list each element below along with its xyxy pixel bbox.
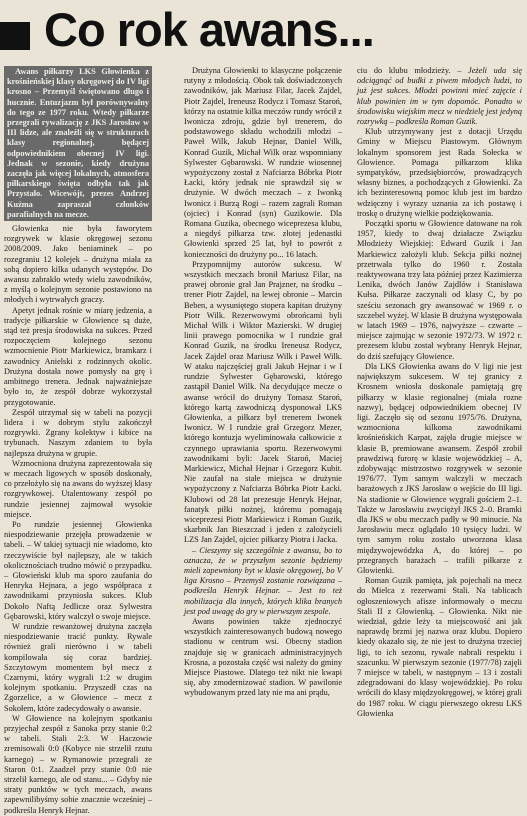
headline-bar-decoration: [0, 22, 30, 50]
paragraph: Apetyt jednak rośnie w miarę jedzenia, a tradycje piłkarskie w Głowience są duże, stąd też presja środowiska na sukces. Przed rozpoczęciem kolejnego sezonu wzmocnienie Piotr Markiewicz, bramkarz i zawodnicy Anielski z rodzinnych okolic. Drużyna dostała nowe pomysły na grę i ambitnego trenera. Jednak najważniejsze było to, że zespół dobrze wykorzystał przygotowanie.: [4, 305, 152, 407]
article-column-1: [4, 66, 152, 815]
quote-paragraph: – Jeżeli uda się odciągnąć od budki z piwem młodych ludzi, to już jest sukces. Młodzi powinni mieć zajęcie i klub powinien im w tym dopomóc. Ponadto w środowisku wiejskim mecz w niedzielę jest jedyną rozrywką – podkreśla Roman Guzik.: [357, 66, 523, 127]
paragraph: Głowienka nie była faworytem rozgrywek w klasie okręgowej sezonu 2008/2009. Jako beniaminek – po rozegraniu 12 kolejek – drużyna miała za sobą dopiero kilka udanych występów. Do awansu zabrakło wtedy wielu zawodników, z myślą o kolejnym sezonie postawiono na młodych i wytrwałych graczy.: [4, 224, 152, 305]
quote-paragraph: – Cieszymy się szczególnie z awansu, bo to oznacza, że w przyszłym sezonie będziemy mieli zapewniony byt w klasie okręgowej, bo V liga Krosno – Przemyśl zostanie rozwiązana – podkreśla Henryk Hejnar. – Jest to też mobilizacja dla innych, których klika branych jest pod uwagę do gry w pierwszym zespole.: [184, 545, 342, 616]
paragraph: Awans powinien także zjednoczyć wszystkich zainteresowanych budową nowego stadionu w centrum wsi. Obecny stadion znajduje się w granicach administracyjnych Krosna, a pozostała część wsi należy do gminy Miejsce Piastowe. Dlatego też nikt nie kwapi się, aby zmodernizować stadion. W pawilonie wybudowanym przed laty nie ma ani prądu,: [184, 616, 342, 698]
paragraph: Początki sportu w Głowience datowane na rok 1957, kiedy to dwaj działacze Związku Młodzieży Wiejskiej: Edward Guzik i Jan Markiewicz założyli klub. Sekcja piłki nożnej przetrwała tylko do 1960 r. Została reaktywowana trzy lata później przez Kazimierza Lenika, dwóch Janów Zajdlów i Stanisława Kułsa. Piłkarze zaczynali od klasy C, by po sześciu sezonach gry awansować w 1969 r. o szczebel wyżej. W klasie B drużyna występowała w latach 1969 – 1976, najwyższe – czwarte – miejsce zajmując w sezonie 1972/73. W 1972 r. prezesem klubu został wybrany Henryk Hejnar, do dziś szefujący Głowience.: [357, 219, 522, 361]
paragraph: Zespół utrzymał się w tabeli na pozycji lidera i w dobrym stylu zakończył rozgrywki. Zgrany kolektyw i kibice na trybunach. Naszym zdaniem to była najlepsza drużyna w grupie.: [4, 407, 152, 458]
paragraph-text: ciu do klubu młodzieży.: [357, 66, 451, 75]
article-column-2: [184, 66, 342, 734]
paragraph: [357, 66, 522, 127]
article-column-3: [357, 66, 522, 734]
paragraph: Dla LKS Głowienka awans do V ligi nie jest największym sukcesem. W tej granicy z Krosnem wniosła doskonale pamiętają grę piłkarzy w klasie regionalnej (miała rozne nazwy), będącej odpowiednikiem obecnej IV ligi. Zaczęło się od sezonu 1975/76. Drużyna, wzmocniona kilkoma zawodnikami krośnieńskich Karpat, zajęła drugie miejsce w klasie B, premiowane awansem. Zespół zrobił prawdziwą furorę w klasie wojewódzkiej – A, zdobywając mistrzostwo rozgrywek w sezonie 1976/77. Tym samym walczyli w meczach barażowych z JKS Jarosław o wejście do III ligi. Na stadionie w Głowience wygrali gościem 2–1. Także w Jarosławiu zwyciężył JKS 2–0. Bramki dla JKS w obu meczach padły w 90 minucie. Na Jarosławiu mecz oglądało 10 tysięcy ludzi. W tym samym roku zostało utworzona klasa międzywojewódzka A, do której – po przegranych barażach – trafili piłkarze z Głowienki.: [357, 361, 522, 575]
paragraph: Wzmocniona drużyna zaprezentowała się w meczach ligowych w sposób doskonały, co przełożyło się na awans do wyższej klasy rozgrywkowej. Utalentowany zespół po rundzie jesiennej zajmował wysokie miejsce.: [4, 458, 152, 519]
paragraph: Drużyna Głowienki to klasyczne połączenie rutyny z młodością. Obok tak doświadczonych zawodników, jak Mariusz Filar, Jacek Zajdel, Piotr Zajdel, Ireneusz Rodycz i Tomasz Staroń, którzy na ostatnie kilka meczów rundy wrócił z Iwonicza zdroju, gdzie był trenerem, do podstawowego składu wchodzili młodzi – Paweł Wilk, Jakub Hejnar, Daniel Wilk, Konrad Guzik, Michał Wilk oraz wspomniany Sylwester Gębarowski. W rundzie wiosennej wypożyczony został z Nafciarza Bóbrka Piotr Łacki, który jednak nie sprawdził się w drużynie. W dwóch meczach – z Iwonką Iwonicz i Burzą Rogi – razem zagrali Roman (ojciec) i Konrad (syn) Guzikowie. Dla Romana Guzika, obecnego wiceprezesa klubu, a niegdyś piłkarza tzw. złotej jedenastki Głowienki sprzed 25 lat, był to powrót z konieczności do drużyny po... 16 latach.: [184, 66, 342, 259]
paragraph: Po rundzie jesiennej Głowienka niespodziewanie przejęła prowadzenie w tabeli. – W takiej sytuacji nie wiadomo, kto rzeczywiście był najlepszy, ale w takich okolicznościach trudno mówić o przypadku. – Głowieński klub ma sporo zaufania do Henryka Hejnara, a jego współpraca z zawodnikami przyniosła sukces. Klub Dokoło Naftą Jedlicze oraz Sylwestra Gębarowski, który walczył o swoje miejsce.: [4, 519, 152, 621]
paragraph: W Głowience na kolejnym spotkaniu przyjechał zespół z Sanoka przy stanie 0:2 w tabeli. Stali 2:3. W Haczowie zremisowali 0:0 (Kobyce nie strzelił rzutu karnego) – w Rymanowie przegrali ze Staron 0:1. Zaadzeł przy stanie 0:0 nie strzelił karnego, ale od stanu... – Gdyby nie straty punktów w tych meczach, awans zapewnilibyśmy sobie znacznie wcześniej – podkreśla Henryk Hejnar.: [4, 713, 152, 815]
article-lead: Awans piłkarzy LKS Głowienka z krośnieńskiej klasy okręgowej do IV ligi krosno – Przemyśl świętowano długo i hucznie. Entuzjazm był porównywalny do tego ze 1977 roku. Wtedy piłkarze przegrali rywalizację z JKS Jarosław w III lidze, ale znaleźli się w strukturach klasy regionalnej, będącej odpowiednikiem obecnej IV ligi. Jednak w sezonie, kiedy drużyna zaczęła jak więcej lokalnych, atmosfera piłkarskiego święta odbyła tak jak Przystało. Wicewójt, prezes Andrzej Kuźma zapraszał członków parafialnych na mecze.: [4, 66, 152, 221]
paragraph: W rundzie rewanżowej drużyna zaczęła niespodziewanie tracić punkty. Rywale również grali nierówno i w tabeli kompilowała się coraz bardziej. Szczytowym momentem był mecz z Czarnymi, który wygrali 1:2 w drugim kolejnym spotkaniu. Przyszedł czas na Zgorzelice, a w Głowience – mecz z Sokołem, które zadecydowały o awansie.: [4, 621, 152, 713]
paragraph: Przypomnijmy autorów sukcesu. W wszystkich meczach bronił Mariusz Filar, na prawej obronie grał Jan Prajzner, na środku – trener Piotr Zajdel, na lewej obronie – Marcin Beben, a wysuniętego stopera kapitan drużyny Piotr Wilk. Rezerwowymi obrońcami byli Michał Wilk i Wiktor Mazierski. W drugiej linii prawego pomocnika w I rundzie grał Konrad Guzik, na środku Ireneusz Rodycz, Jacek Zajdel oraz Mariusz Wilk i Paweł Wilk. W ataku najczęściej grali Jakub Hejnar i w I rundzie Sylwester Gębarowski, którego zastąpił Daniel Wilk. Na decydujące mecze o awanse wrócił do drużyny Tomasz Staroń, którego kartą zawodniczą dysponował LKS Głowienka, a piłkarz był trenerem Iwonek Iwonicz. W I rundzie grał Grzegorz Mezer, którego kontuzja wyeliminowała całkowicie z czynnego uprawiania sportu. Rezerwowymi zawodnikami byli: Jacek Staroń, Maciej Markiewicz, Michał Hejnar i Grzegorz Kubit. Nie zaufał na stałe miejsca w drużynie wypożyczony z Nafciarza Bóbrka Piotr Łacki. Klubowi od 28 lat prezesuje Henryk Hejnar, fanatyk piłki nożnej, któremu pomagają wiceprezesi Piotr Markiewicz i Roman Guzik, skarbnik Jan Bieszczad i jeden z założycieli LZS Jan Zajdel, ojciec piłkarzy Piotra i Jacka.: [184, 259, 342, 545]
paragraph: Roman Guzik pamięta, jak pojechali na mecz do Mielca z rezerwami Stali. Na tablicach ogłoszeniowych afisze informowały o meczu Stali II z Głowienką. – Głowienka. Nikt nie wiedział, gdzie leży ta miejscowość ani jak naprawdę brzmi jej nazwa oraz klubu. Dopiero kiedy okazało się, że nie jest to drużyna trzeciej ligi, to ich sezonu, rywale nabrali respektu i szacunku. W pierwszym sezonie (1977/78) zajęli 7 miejsce w tabeli, w następnym – 13 i zostali zdegradowani do klasy wojewódzkiej. Po roku wrócili do klasy międzyokręgowej, w której grali do 1987 roku. W ciągu pierwszego okresu LKS Głowienka: [357, 576, 522, 718]
page-title: Co rok awans...: [44, 3, 374, 56]
paragraph: Klub utrzymywany jest z dotacji Urzędu Gminy w Miejscu Piastowym. Głównym lokalnym sponsorem jest Rada Sołecka w Głowience. Pomaga piłkarzom klika sympatyków, przedsiębiorców, prowadzących własny biznes, a pochodzących z Głowienki. Za ich bezinteresowną pomoc klub jest im bardzo wdzięczny i wyrazy uznania za ich postawę i troskę o drużynę wielkie podziękowania.: [357, 127, 522, 218]
